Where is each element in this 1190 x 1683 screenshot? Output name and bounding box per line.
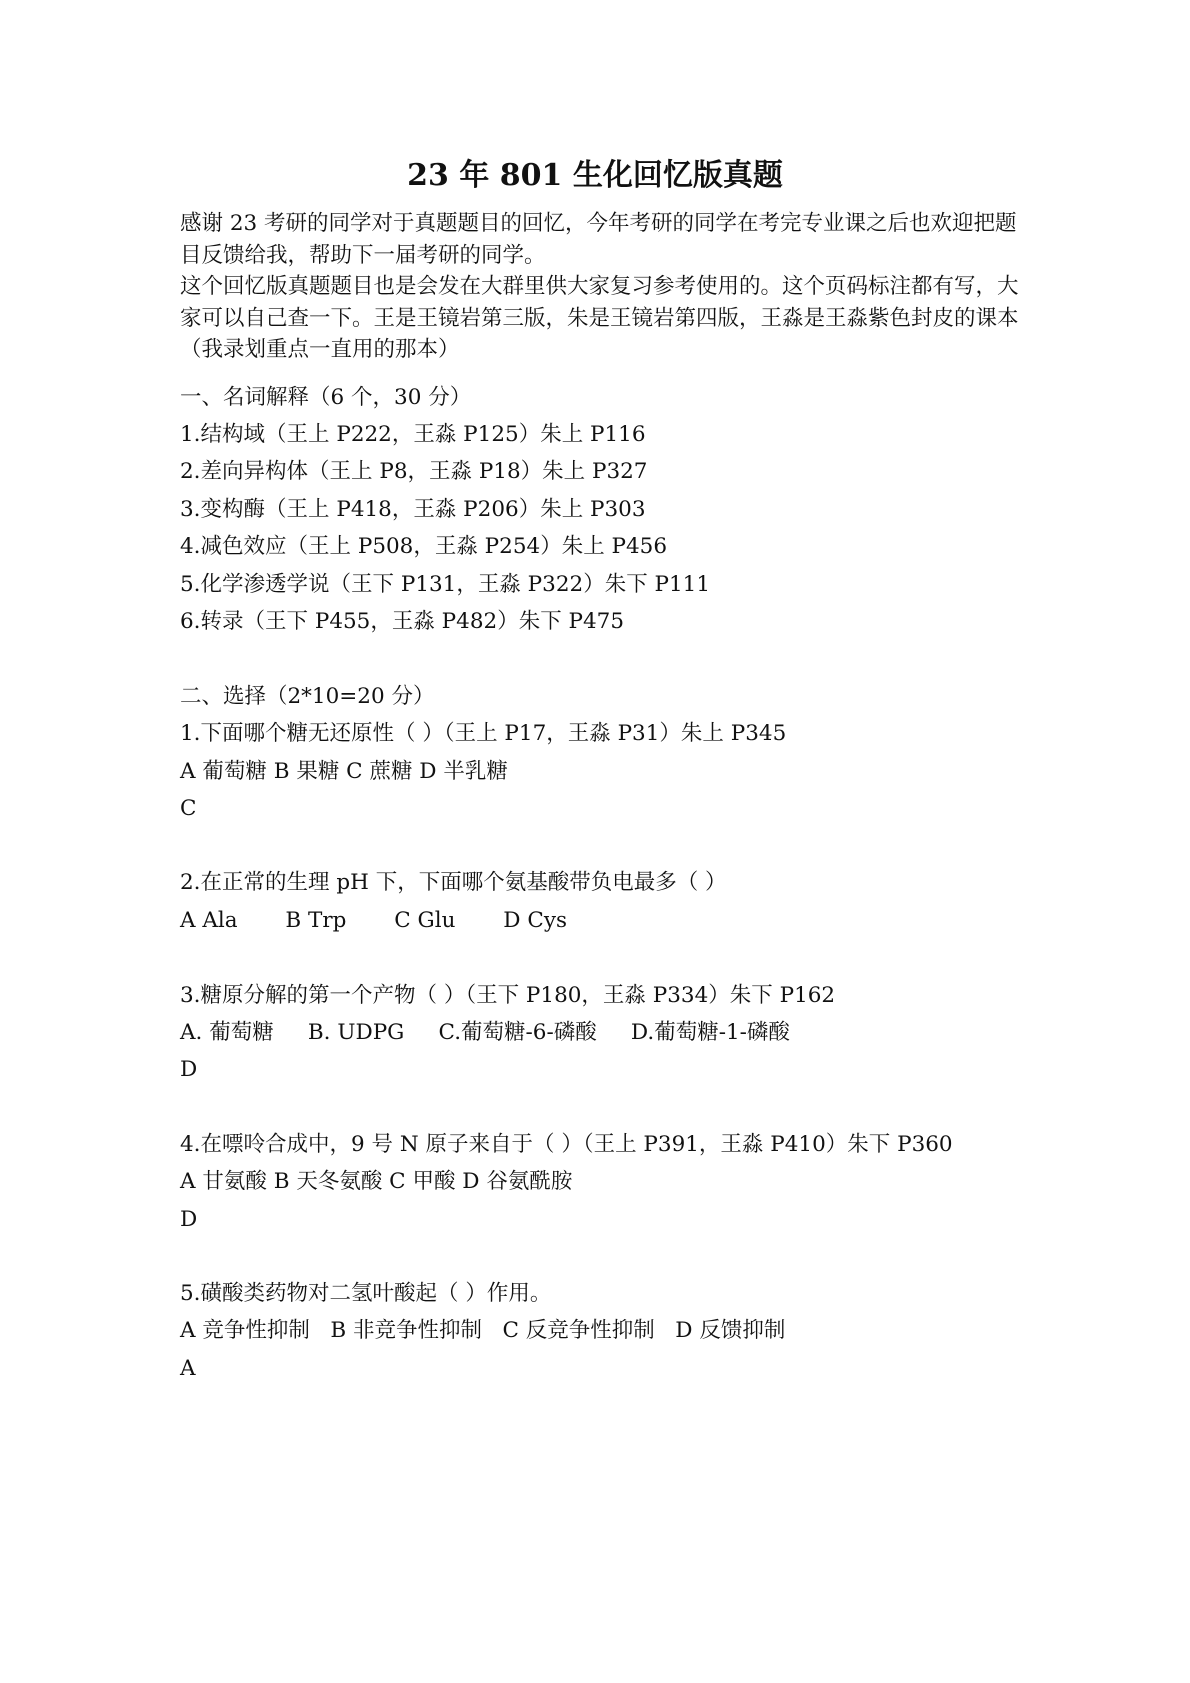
question-1-text: 1.下面哪个糖无还原性（ ）（王上 P17，王淼 P31）朱上 P345: [180, 721, 787, 746]
question-3-text: 3.糖原分解的第一个产物（ ）（王下 P180，王淼 P334）朱下 P162: [180, 983, 836, 1008]
question-3-answer: D: [180, 1057, 198, 1082]
question-2-text: 2.在正常的生理 pH 下，下面哪个氨基酸带负电最多（ ）: [180, 870, 727, 895]
question-5-answer: A: [180, 1356, 196, 1381]
term-item: 5.化学渗透学说（王下 P131，王淼 P322）朱下 P111: [180, 572, 711, 597]
term-item: 4.减色效应（王上 P508，王淼 P254）朱上 P456: [180, 534, 668, 559]
intro-block: [180, 208, 1030, 366]
question-4-text: 4.在嘌呤合成中，9 号 N 原子来自于（ ）（王上 P391，王淼 P410）朱下 P360: [180, 1132, 953, 1157]
intro-paragraph-2: 这个回忆版真题题目也是会发在大群里供大家复习参考使用的。这个页码标注都有写，大家可以自己查一下。王是王镜岩第三版，朱是王镜岩第四版，王淼是王淼紫色封皮的课本（我录划重点一直用的那本）: [180, 274, 1019, 362]
term-item: 1.结构域（王上 P222，王淼 P125）朱上 P116: [180, 422, 646, 447]
page-title: 23 年 801 生化回忆版真题: [407, 158, 783, 193]
intro-paragraph-1: 感谢 23 考研的同学对于真题题目的回忆，今年考研的同学在考完专业课之后也欢迎把题目反馈给我，帮助下一届考研的同学。: [180, 211, 1017, 268]
question-1-answer: C: [180, 796, 197, 821]
question-3-options: A. 葡萄糖 B. UDPG C.葡萄糖-6-磷酸 D.葡萄糖-1-磷酸: [180, 1020, 790, 1045]
section-heading-choice: 二、选择（2*10=20 分）: [180, 684, 435, 709]
term-item: 2.差向异构体（王上 P8，王淼 P18）朱上 P327: [180, 459, 648, 484]
term-item: 6.转录（王下 P455，王淼 P482）朱下 P475: [180, 609, 625, 634]
question-2-options: A Ala B Trp C Glu D Cys: [180, 908, 567, 933]
section-heading-terms: 一、名词解释（6 个，30 分）: [180, 385, 472, 410]
question-4-answer: D: [180, 1207, 198, 1232]
question-5-text: 5.磺酸类药物对二氢叶酸起（ ）作用。: [180, 1281, 552, 1306]
question-4-options: A 甘氨酸 B 天冬氨酸 C 甲酸 D 谷氨酰胺: [180, 1169, 573, 1194]
term-item: 3.变构酶（王上 P418，王淼 P206）朱上 P303: [180, 497, 646, 522]
question-5-options: A 竞争性抑制 B 非竞争性抑制 C 反竞争性抑制 D 反馈抑制: [180, 1318, 786, 1343]
question-1-options: A 葡萄糖 B 果糖 C 蔗糖 D 半乳糖: [180, 759, 508, 784]
